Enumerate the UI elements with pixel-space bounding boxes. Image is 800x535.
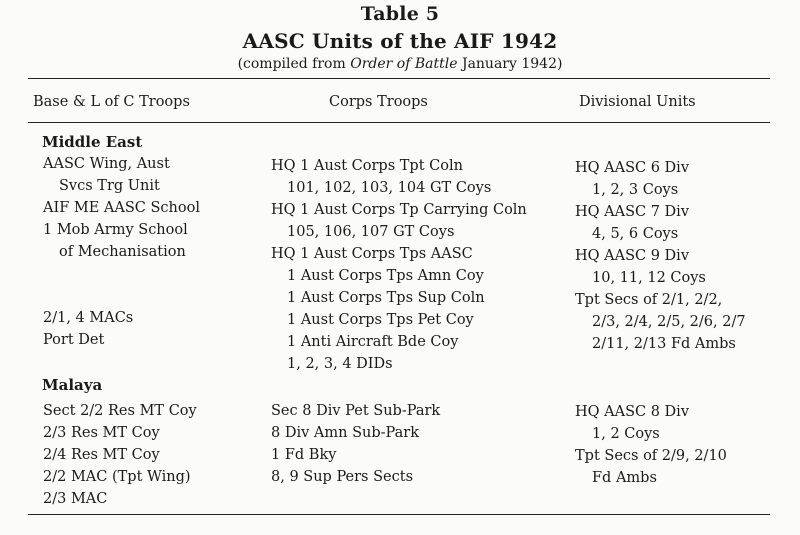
base-unit: Port Det	[43, 332, 105, 348]
divisional-unit: 2/11, 2/13 Fd Ambs	[592, 336, 736, 352]
corps-unit: 1 Aust Corps Tps Pet Coy	[287, 312, 474, 328]
divisional-unit: HQ AASC 8 Div	[575, 404, 690, 420]
base-unit: 2/2 MAC (Tpt Wing)	[43, 469, 191, 485]
column-header-corps: Corps Troops	[329, 94, 428, 110]
column-header-base: Base & L of C Troops	[33, 94, 190, 110]
corps-unit: Sec 8 Div Pet Sub-Park	[271, 403, 441, 419]
divisional-unit: Tpt Secs of 2/1, 2/2,	[575, 292, 723, 308]
base-unit: 2/3 Res MT Coy	[43, 425, 160, 441]
base-unit: 2/1, 4 MACs	[43, 310, 134, 326]
section-heading-middle-east: Middle East	[42, 133, 143, 151]
divisional-unit: 1, 2, 3 Coys	[592, 182, 679, 198]
base-unit: Svcs Trg Unit	[59, 178, 160, 194]
corps-unit: 1, 2, 3, 4 DIDs	[287, 356, 393, 372]
base-unit: 2/4 Res MT Coy	[43, 447, 160, 463]
header-rule	[28, 122, 770, 123]
corps-unit: 1 Fd Bky	[271, 447, 337, 463]
section-heading-malaya: Malaya	[42, 376, 103, 394]
divisional-unit: HQ AASC 6 Div	[575, 160, 690, 176]
divisional-unit: HQ AASC 7 Div	[575, 204, 690, 220]
bottom-rule	[28, 514, 770, 515]
divisional-unit: 2/3, 2/4, 2/5, 2/6, 2/7	[592, 314, 746, 330]
corps-unit: 8 Div Amn Sub-Park	[271, 425, 419, 441]
corps-unit: 8, 9 Sup Pers Sects	[271, 469, 414, 485]
base-unit: 2/3 MAC	[43, 491, 108, 507]
corps-unit: 1 Anti Aircraft Bde Coy	[287, 334, 459, 350]
top-rule	[28, 78, 770, 79]
divisional-unit: 4, 5, 6 Coys	[592, 226, 679, 242]
corps-unit: 1 Aust Corps Tps Amn Coy	[287, 268, 484, 284]
corps-unit: HQ 1 Aust Corps Tpt Coln	[271, 158, 463, 174]
corps-unit: 105, 106, 107 GT Coys	[287, 224, 455, 240]
subtitle-suffix: January 1942)	[457, 56, 563, 72]
subtitle-prefix: (compiled from	[237, 56, 351, 72]
corps-unit: 1 Aust Corps Tps Sup Coln	[287, 290, 485, 306]
divisional-unit: 1, 2 Coys	[592, 426, 660, 442]
divisional-unit: Fd Ambs	[592, 470, 657, 486]
table-title: AASC Units of the AIF 1942	[242, 29, 558, 53]
table-number: Table 5	[360, 3, 440, 25]
table-subtitle	[0, 56, 800, 72]
base-unit: 1 Mob Army School	[43, 222, 188, 238]
corps-unit: HQ 1 Aust Corps Tps AASC	[271, 246, 473, 262]
divisional-unit: Tpt Secs of 2/9, 2/10	[575, 448, 727, 464]
base-unit: of Mechanisation	[59, 244, 186, 260]
base-unit: AASC Wing, Aust	[43, 156, 170, 172]
subtitle-source: Order of Battle	[350, 56, 458, 72]
divisional-unit: HQ AASC 9 Div	[575, 248, 690, 264]
base-unit: Sect 2/2 Res MT Coy	[43, 403, 197, 419]
corps-unit: 101, 102, 103, 104 GT Coys	[287, 180, 492, 196]
base-unit: AIF ME AASC School	[43, 200, 200, 216]
corps-unit: HQ 1 Aust Corps Tp Carrying Coln	[271, 202, 527, 218]
divisional-unit: 10, 11, 12 Coys	[592, 270, 706, 286]
column-header-divisional: Divisional Units	[579, 94, 696, 110]
